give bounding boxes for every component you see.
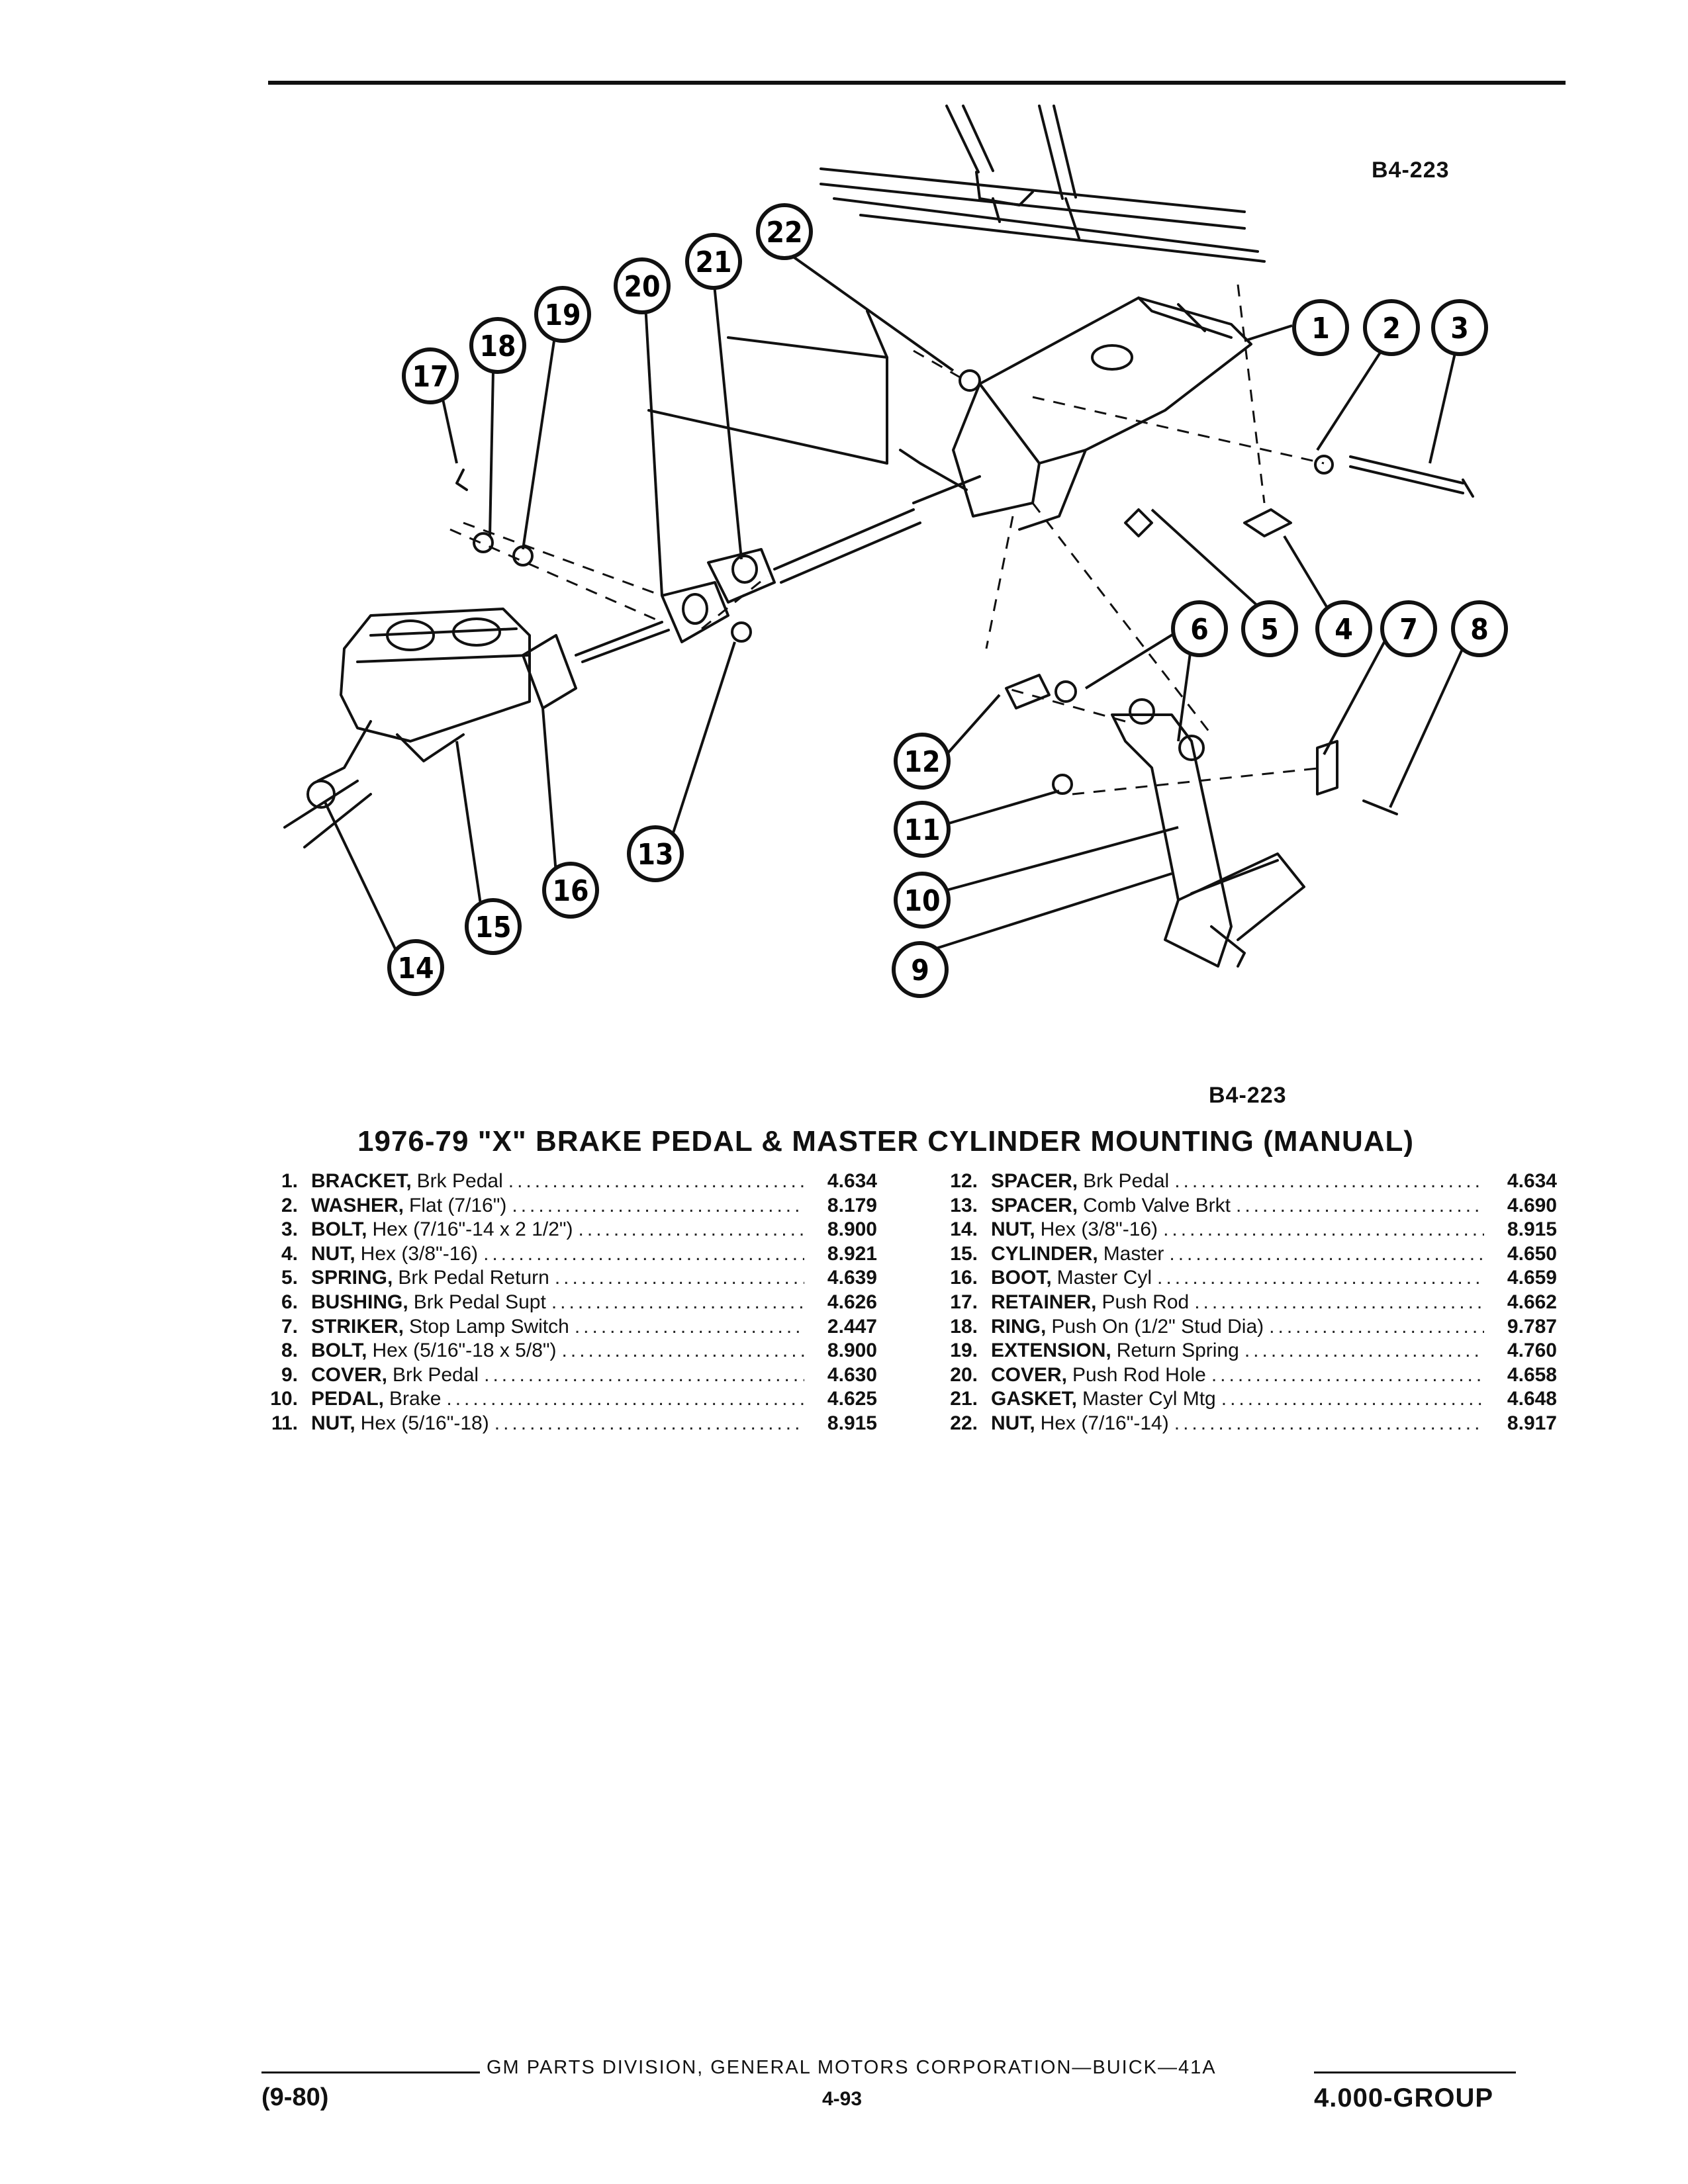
leader-dots — [555, 1267, 804, 1289]
callout-9-label: 9 — [911, 954, 929, 987]
callout-10 — [896, 874, 949, 927]
part-group-code: 4.634 — [827, 1170, 877, 1192]
part-description — [978, 1291, 1484, 1314]
part-description — [978, 1267, 1484, 1289]
part-description — [298, 1364, 804, 1387]
part-spec: Master Cyl — [1056, 1267, 1152, 1289]
part-description — [298, 1291, 804, 1314]
part-row — [935, 1388, 1557, 1412]
callout-14 — [389, 941, 442, 994]
callout-11 — [896, 803, 949, 856]
part-group-code: 4.626 — [827, 1291, 877, 1313]
part-spec: Master — [1103, 1242, 1164, 1265]
part-description — [298, 1267, 804, 1289]
part-description — [978, 1412, 1484, 1435]
part-description — [298, 1243, 804, 1265]
part-number: 10. — [270, 1388, 298, 1410]
callout-22-label: 22 — [766, 216, 803, 250]
part-number: 2. — [281, 1194, 298, 1216]
part-description — [298, 1340, 804, 1362]
part-number: 21. — [950, 1388, 978, 1410]
part-spec: Hex (7/16"-14) — [1040, 1412, 1169, 1434]
part-number: 13. — [950, 1194, 978, 1216]
part-group-code: 4.760 — [1507, 1340, 1557, 1362]
part-row — [255, 1243, 877, 1267]
callout-1-label: 1 — [1311, 312, 1330, 345]
part-spec: Brake — [389, 1388, 442, 1410]
part-row — [255, 1316, 877, 1340]
part-spec: Brk Pedal — [393, 1363, 479, 1386]
part-name: STRIKER, — [311, 1315, 404, 1338]
callout-20 — [616, 259, 669, 312]
part-number: 3. — [281, 1218, 298, 1241]
part-number: 22. — [950, 1412, 978, 1434]
part-group-code: 4.625 — [827, 1388, 877, 1410]
part-description — [978, 1340, 1484, 1362]
part-name: RETAINER, — [991, 1291, 1097, 1313]
page-number: 4-93 — [822, 2088, 863, 2110]
callout-9 — [894, 943, 947, 996]
callout-19-label: 19 — [544, 298, 581, 332]
leader-dots — [1174, 1412, 1484, 1435]
part-number: 5. — [281, 1267, 298, 1289]
part-row — [255, 1364, 877, 1388]
leader-dots — [483, 1243, 804, 1265]
callout-4-label: 4 — [1335, 613, 1353, 647]
part-name: COVER, — [311, 1363, 388, 1386]
part-name: BOLT, — [311, 1340, 367, 1362]
leader-dots — [1236, 1195, 1484, 1217]
part-spec: Push On (1/2" Stud Dia) — [1051, 1315, 1264, 1338]
part-spec: Hex (3/8"-16) — [360, 1242, 479, 1265]
part-row — [255, 1267, 877, 1291]
part-number: 17. — [950, 1291, 978, 1313]
footer-rule-left — [261, 2071, 480, 2073]
part-group-code: 8.917 — [1507, 1412, 1557, 1434]
part-row — [255, 1291, 877, 1316]
part-row — [935, 1291, 1557, 1316]
part-spec: Push Rod — [1102, 1291, 1190, 1313]
leader-dots — [484, 1364, 804, 1387]
leader-dots — [575, 1316, 804, 1338]
callout-11-label: 11 — [904, 813, 941, 847]
part-row — [255, 1388, 877, 1412]
leader-dots — [1211, 1364, 1484, 1387]
footer-date: (9-80) — [261, 2083, 329, 2111]
leader-dots — [1174, 1170, 1484, 1193]
part-spec: Brk Pedal — [1083, 1170, 1170, 1192]
part-name: CYLINDER, — [991, 1242, 1098, 1265]
section-title: 1976-79 "X" BRAKE PEDAL & MASTER CYLINDER MOUNTING (MANUAL) — [357, 1125, 1415, 1158]
part-name: WASHER, — [311, 1194, 404, 1216]
part-description — [978, 1388, 1484, 1410]
part-number: 14. — [950, 1218, 978, 1241]
leader-dots — [1221, 1388, 1484, 1410]
parts-list-left — [255, 1170, 877, 1437]
part-description — [298, 1316, 804, 1338]
part-group-code: 9.787 — [1507, 1315, 1557, 1338]
part-name: BOOT, — [991, 1267, 1052, 1289]
part-name: EXTENSION, — [991, 1340, 1111, 1362]
callout-17-label: 17 — [412, 360, 449, 394]
part-name: SPACER, — [991, 1194, 1078, 1216]
fasteners — [308, 371, 1473, 807]
callout-2 — [1365, 301, 1418, 354]
part-spec: Hex (5/16"-18 x 5/8") — [372, 1340, 557, 1362]
part-group-code: 4.662 — [1507, 1291, 1557, 1313]
callout-19 — [536, 288, 589, 341]
part-row — [935, 1364, 1557, 1388]
part-group-code: 8.900 — [827, 1340, 877, 1362]
part-group-code: 8.179 — [827, 1194, 877, 1216]
callouts — [389, 205, 1506, 996]
callout-5 — [1243, 602, 1296, 655]
part-row — [935, 1195, 1557, 1219]
callout-7-label: 7 — [1399, 613, 1418, 647]
part-row — [935, 1218, 1557, 1243]
part-spec: Push Rod Hole — [1072, 1363, 1206, 1386]
callout-20-label: 20 — [624, 270, 661, 304]
leader-dots — [508, 1170, 804, 1193]
callout-7 — [1382, 602, 1435, 655]
part-description — [298, 1218, 804, 1241]
leader-dots — [494, 1412, 804, 1435]
part-row — [255, 1340, 877, 1364]
callout-12 — [896, 735, 949, 788]
part-spec: Master Cyl Mtg — [1082, 1388, 1216, 1410]
part-name: BRACKET, — [311, 1170, 412, 1192]
part-group-code: 8.921 — [827, 1242, 877, 1265]
callout-8-label: 8 — [1470, 613, 1489, 647]
part-number: 9. — [281, 1363, 298, 1386]
leader-dots — [1244, 1340, 1484, 1362]
part-row — [935, 1267, 1557, 1291]
part-number: 19. — [950, 1340, 978, 1362]
part-description — [978, 1243, 1484, 1265]
part-number: 16. — [950, 1267, 978, 1289]
pedal-bracket — [900, 298, 1251, 529]
part-number: 8. — [281, 1340, 298, 1362]
figure-code-top: B4-223 — [1372, 158, 1450, 183]
part-spec: Brk Pedal — [416, 1170, 503, 1192]
part-row — [935, 1412, 1557, 1437]
part-group-code: 8.915 — [827, 1412, 877, 1434]
part-row — [255, 1170, 877, 1195]
part-number: 15. — [950, 1242, 978, 1265]
callout-16-label: 16 — [552, 874, 589, 908]
part-group-code: 2.447 — [827, 1315, 877, 1338]
part-description — [298, 1412, 804, 1435]
part-row — [255, 1412, 877, 1437]
part-group-code: 8.915 — [1507, 1218, 1557, 1241]
callout-12-label: 12 — [904, 745, 941, 779]
part-name: NUT, — [991, 1218, 1035, 1241]
part-name: BOLT, — [311, 1218, 367, 1241]
brake-pedal-arm — [1006, 675, 1397, 966]
leader-dots — [1269, 1316, 1484, 1338]
callout-21 — [687, 235, 740, 288]
callout-21-label: 21 — [695, 246, 732, 279]
part-description — [978, 1170, 1484, 1193]
part-description — [978, 1316, 1484, 1338]
part-name: BUSHING, — [311, 1291, 408, 1313]
part-name: NUT, — [311, 1242, 355, 1265]
leader-dots — [562, 1340, 804, 1362]
part-number: 6. — [281, 1291, 298, 1313]
part-number: 7. — [281, 1315, 298, 1338]
part-name: NUT, — [311, 1412, 355, 1434]
part-row — [935, 1243, 1557, 1267]
part-name: SPACER, — [991, 1170, 1078, 1192]
part-spec: Flat (7/16") — [409, 1194, 507, 1216]
leader-dots — [1194, 1291, 1484, 1314]
callout-3 — [1433, 301, 1486, 354]
callout-13-label: 13 — [637, 838, 674, 872]
part-number: 11. — [271, 1412, 298, 1434]
part-group-code: 4.630 — [827, 1363, 877, 1386]
part-group-code: 4.634 — [1507, 1170, 1557, 1192]
part-description — [978, 1195, 1484, 1217]
part-spec: Hex (5/16"-18) — [360, 1412, 489, 1434]
part-name: PEDAL, — [311, 1388, 385, 1410]
part-name: COVER, — [991, 1363, 1068, 1386]
leader-dots — [1169, 1243, 1484, 1265]
part-group-code: 4.639 — [827, 1267, 877, 1289]
part-description — [298, 1195, 804, 1217]
part-spec: Hex (3/8"-16) — [1040, 1218, 1158, 1241]
part-number: 1. — [281, 1170, 298, 1192]
master-cylinder — [285, 609, 530, 847]
figure-code-bottom: B4-223 — [1209, 1083, 1287, 1108]
callout-6 — [1173, 602, 1226, 655]
footer-group: 4.000-GROUP — [1314, 2083, 1494, 2113]
part-group-code: 4.658 — [1507, 1363, 1557, 1386]
leader-dots — [446, 1388, 804, 1410]
callout-18-label: 18 — [479, 330, 516, 363]
callout-13 — [629, 827, 682, 880]
part-name: NUT, — [991, 1412, 1035, 1434]
part-number: 18. — [950, 1315, 978, 1338]
callout-6-label: 6 — [1190, 613, 1209, 647]
part-description — [298, 1170, 804, 1193]
part-spec: Brk Pedal Return — [398, 1267, 549, 1289]
part-group-code: 8.900 — [827, 1218, 877, 1241]
callout-17 — [404, 349, 457, 402]
leader-dots — [551, 1291, 804, 1314]
part-row — [255, 1195, 877, 1219]
callout-16 — [544, 864, 597, 917]
callout-5-label: 5 — [1260, 613, 1279, 647]
part-group-code: 4.690 — [1507, 1194, 1557, 1216]
leader-dots — [579, 1218, 804, 1241]
leader-dots — [1163, 1218, 1484, 1241]
firewall-structure — [649, 106, 1264, 463]
part-description — [978, 1218, 1484, 1241]
callout-14-label: 14 — [397, 952, 434, 985]
footer-publisher: GM PARTS DIVISION, GENERAL MOTORS CORPORATION—BUICK—41A — [487, 2057, 1217, 2078]
part-spec: Stop Lamp Switch — [409, 1315, 569, 1338]
part-group-code: 4.659 — [1507, 1267, 1557, 1289]
callout-15 — [467, 900, 520, 953]
callout-10-label: 10 — [904, 884, 941, 918]
callout-2-label: 2 — [1382, 312, 1401, 345]
part-number: 4. — [281, 1242, 298, 1265]
callout-1 — [1294, 301, 1347, 354]
part-number: 12. — [950, 1170, 978, 1192]
callout-8 — [1453, 602, 1506, 655]
part-description — [978, 1364, 1484, 1387]
part-group-code: 4.648 — [1507, 1388, 1557, 1410]
part-row — [935, 1316, 1557, 1340]
part-spec: Hex (7/16"-14 x 2 1/2") — [372, 1218, 573, 1241]
part-name: GASKET, — [991, 1388, 1078, 1410]
parts-list-right — [935, 1170, 1557, 1437]
callout-4 — [1317, 602, 1370, 655]
leader-dots — [1157, 1267, 1484, 1289]
part-group-code: 4.650 — [1507, 1242, 1557, 1265]
callout-18 — [471, 319, 524, 372]
callout-22 — [758, 205, 811, 258]
part-name: SPRING, — [311, 1267, 393, 1289]
part-description — [298, 1388, 804, 1410]
callout-3-label: 3 — [1450, 312, 1469, 345]
part-row — [935, 1170, 1557, 1195]
part-row — [255, 1218, 877, 1243]
footer-rule-right — [1314, 2071, 1516, 2073]
part-name: RING, — [991, 1315, 1047, 1338]
part-spec: Brk Pedal Supt — [413, 1291, 546, 1313]
part-row — [935, 1340, 1557, 1364]
part-spec: Comb Valve Brkt — [1083, 1194, 1231, 1216]
leader-dots — [512, 1195, 804, 1217]
part-spec: Return Spring — [1116, 1340, 1239, 1362]
part-number: 20. — [950, 1363, 978, 1386]
callout-15-label: 15 — [475, 911, 512, 944]
